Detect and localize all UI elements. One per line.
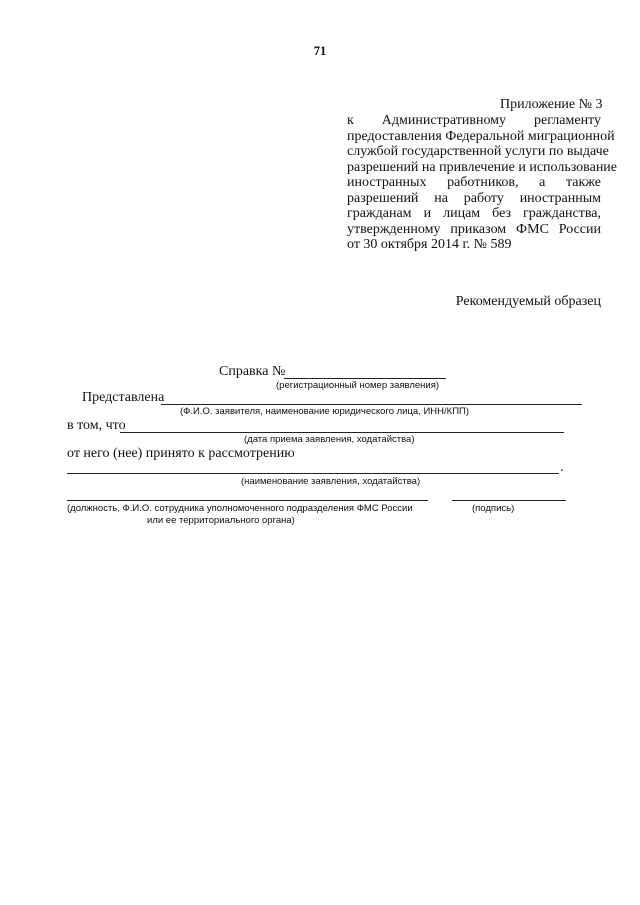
appendix-line: разрешений на работу иностранным [347, 190, 601, 206]
recommended-sample-label: Рекомендуемый образец [455, 294, 601, 309]
date-caption: (дата приема заявления, ходатайства) [244, 434, 415, 445]
officer-caption: (должность, Ф.И.О. сотрудника уполномоченного подразделения ФМС России [67, 503, 413, 514]
line-end-period: . [560, 460, 564, 475]
signature-field[interactable] [452, 500, 566, 501]
appendix-reference [347, 113, 618, 253]
appendix-title: Приложение № 3 [500, 97, 603, 112]
appendix-line: от 30 октября 2014 г. № 589 [347, 237, 512, 252]
officer-caption-continued: или ее территориального органа) [147, 515, 295, 526]
certificate-caption: (регистрационный номер заявления) [276, 380, 440, 391]
presented-label: Представлена [82, 390, 165, 405]
appendix-line: утвержденному приказом ФМС России [347, 221, 601, 237]
application-caption: (наименование заявления, ходатайства) [241, 476, 421, 487]
application-name-field[interactable] [67, 473, 559, 474]
certificate-label: Справка № [219, 364, 286, 379]
accepted-label: от него (нее) принято к рассмотрению [67, 446, 295, 461]
that-label: в том, что [67, 418, 126, 433]
appendix-line: разрешений на привлечение и использование [347, 159, 618, 175]
signature-caption: (подпись) [472, 503, 515, 514]
appendix-line: иностранных работников, а также [347, 175, 601, 190]
appendix-line: предоставления Федеральной миграционной [347, 128, 615, 144]
appendix-line: службой государственной услуги по выдаче [347, 144, 609, 159]
officer-field[interactable] [67, 500, 428, 501]
applicant-field[interactable] [161, 404, 582, 405]
page-number: 71 [313, 44, 327, 58]
appendix-line: к Административному регламенту [347, 113, 601, 128]
appendix-line: гражданам и лицам без гражданства, [347, 206, 601, 221]
applicant-caption: (Ф.И.О. заявителя, наименование юридического лица, ИНН/КПП) [180, 406, 470, 417]
certificate-number-field[interactable] [284, 378, 446, 379]
application-date-field[interactable] [120, 432, 564, 433]
